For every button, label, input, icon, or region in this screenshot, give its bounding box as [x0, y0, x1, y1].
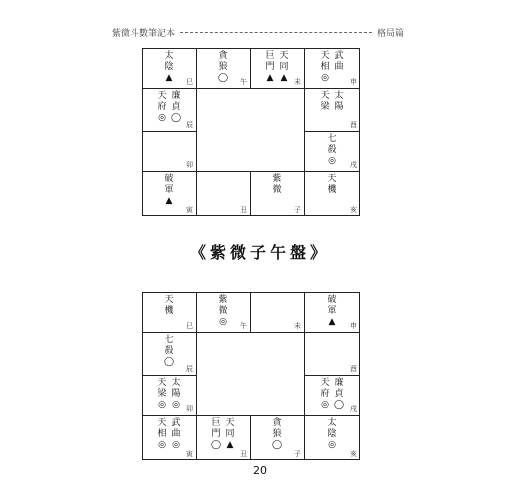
star-name-char: 同	[225, 429, 235, 439]
triangle-mark-icon: ▲	[266, 73, 274, 83]
chart-title: 《紫微子午盤》	[189, 243, 330, 262]
star-name-char: 曲	[171, 429, 181, 439]
double-circle-mark-icon: ◎	[158, 113, 166, 123]
star-name-char: 廉	[171, 91, 181, 101]
star	[210, 418, 222, 451]
palace-cell	[304, 415, 360, 460]
branch-label: 亥	[350, 450, 357, 458]
double-circle-mark-icon: ◎	[172, 400, 180, 410]
star-name-char: 貪	[272, 418, 282, 428]
star-name-char: 太	[171, 378, 181, 388]
star-name-char: 巨	[211, 418, 221, 428]
triangle-mark-icon: ▲	[328, 317, 336, 327]
star-name-char: 貪	[218, 51, 228, 61]
star-name-char: 破	[327, 295, 337, 305]
star	[217, 51, 229, 84]
star-name-char: 天	[157, 418, 167, 428]
star-group	[163, 174, 175, 207]
double-circle-mark-icon: ◎	[328, 440, 336, 450]
star	[271, 418, 283, 451]
star	[319, 378, 331, 411]
palace-cell	[142, 375, 196, 415]
circle-mark-icon: ◯	[333, 400, 345, 410]
header-left: 紫微斗數筆記本	[112, 28, 176, 39]
star	[156, 378, 168, 411]
star-name-char: 陽	[334, 102, 344, 112]
star-group	[156, 378, 182, 411]
star-name-char: 陰	[327, 429, 337, 439]
palace-cell	[304, 171, 360, 216]
star-name-char: 破	[164, 174, 174, 184]
circle-mark-icon: ◯	[163, 357, 175, 367]
double-circle-mark-icon: ◎	[321, 400, 329, 410]
star-name-char: 軍	[327, 306, 337, 316]
star-name-char: 廉	[334, 378, 344, 388]
star-name-char: 梁	[320, 102, 330, 112]
branch-label: 酉	[350, 365, 357, 373]
star-name-char: 天	[320, 51, 330, 61]
star-name-char: 巨	[265, 51, 275, 61]
chart-bottom	[142, 292, 360, 460]
star-group	[326, 174, 338, 196]
star	[278, 51, 290, 84]
star-group	[163, 295, 175, 317]
branch-label: 巳	[186, 78, 193, 86]
header-dash	[180, 32, 372, 33]
star	[170, 91, 182, 124]
star-name-char: 門	[211, 429, 221, 439]
triangle-mark-icon: ▲	[226, 440, 234, 450]
star-name-char: 天	[320, 91, 330, 101]
star-name-char: 殺	[327, 145, 337, 155]
palace-cell	[304, 375, 360, 415]
branch-label: 寅	[186, 450, 193, 458]
branch-label: 辰	[186, 121, 193, 129]
page-number: 20	[253, 464, 267, 477]
branch-label: 戌	[350, 405, 357, 413]
star-group	[217, 295, 229, 328]
palace-cell	[142, 332, 196, 375]
star-group	[271, 418, 283, 451]
palace-cell	[250, 171, 304, 216]
palace-cell	[196, 292, 250, 332]
star-group	[156, 91, 182, 124]
star-group	[210, 418, 236, 451]
star	[170, 378, 182, 411]
star-name-char: 太	[334, 91, 344, 101]
palace-cell	[304, 88, 360, 131]
palace-cell	[196, 48, 250, 88]
branch-label: 午	[240, 322, 247, 330]
double-circle-mark-icon: ◎	[219, 317, 227, 327]
star	[271, 174, 283, 196]
star-group	[163, 51, 175, 84]
star	[326, 134, 338, 167]
triangle-mark-icon: ▲	[280, 73, 288, 83]
double-circle-mark-icon: ◎	[158, 400, 166, 410]
star-name-char: 天	[164, 295, 174, 305]
triangle-mark-icon: ▲	[165, 73, 173, 83]
star-name-char: 同	[279, 62, 289, 72]
star-name-char: 軍	[164, 185, 174, 195]
star-group	[319, 51, 345, 84]
star-name-char: 府	[320, 389, 330, 399]
star-group	[163, 335, 175, 368]
double-circle-mark-icon: ◎	[172, 440, 180, 450]
star-name-char: 七	[164, 335, 174, 345]
star	[326, 295, 338, 328]
star-name-char: 天	[320, 378, 330, 388]
star-name-char: 武	[171, 418, 181, 428]
branch-label: 巳	[186, 322, 193, 330]
star-name-char: 機	[164, 306, 174, 316]
star-name-char: 微	[218, 306, 228, 316]
star-group	[326, 134, 338, 167]
branch-label: 子	[294, 450, 301, 458]
star-name-char: 太	[164, 51, 174, 61]
branch-label: 辰	[186, 365, 193, 373]
star	[156, 418, 168, 451]
star-group	[156, 418, 182, 451]
star-name-char: 曲	[334, 62, 344, 72]
palace-cell	[142, 48, 196, 88]
palace-cell	[304, 292, 360, 332]
star-name-char: 天	[279, 51, 289, 61]
star-name-char: 武	[334, 51, 344, 61]
star-name-char: 相	[320, 62, 330, 72]
branch-label: 申	[350, 78, 357, 86]
star	[163, 335, 175, 368]
branch-label: 亥	[350, 206, 357, 214]
star-name-char: 貞	[334, 389, 344, 399]
palace-cell	[142, 415, 196, 460]
star-name-char: 殺	[164, 346, 174, 356]
star-name-char: 天	[157, 378, 167, 388]
palace-cell	[142, 88, 196, 131]
circle-mark-icon: ◯	[217, 73, 229, 83]
star	[326, 418, 338, 451]
star-name-char: 天	[157, 91, 167, 101]
palace-cell	[142, 131, 196, 171]
star-name-char: 陰	[164, 62, 174, 72]
branch-label: 寅	[186, 206, 193, 214]
header-right: 格局篇	[376, 28, 404, 39]
branch-label: 未	[294, 78, 301, 86]
star	[224, 418, 236, 451]
star	[163, 51, 175, 84]
star	[217, 295, 229, 328]
star-group	[319, 91, 345, 113]
branch-label: 卯	[186, 405, 193, 413]
palace-cell	[304, 131, 360, 171]
star	[319, 91, 331, 113]
double-circle-mark-icon: ◎	[158, 440, 166, 450]
star-name-char: 天	[327, 174, 337, 184]
star-name-char: 微	[272, 185, 282, 195]
star	[264, 51, 276, 84]
star-group	[271, 174, 283, 196]
star	[170, 418, 182, 451]
chart-top	[142, 48, 360, 216]
star-name-char: 紫	[218, 295, 228, 305]
branch-label: 午	[240, 78, 247, 86]
star	[163, 174, 175, 207]
circle-mark-icon: ◯	[210, 440, 222, 450]
palace-cell	[142, 171, 196, 216]
star-name-char: 天	[225, 418, 235, 428]
star-name-char: 機	[327, 185, 337, 195]
double-circle-mark-icon: ◎	[328, 156, 336, 166]
star-name-char: 陽	[171, 389, 181, 399]
star-name-char: 太	[327, 418, 337, 428]
palace-cell	[196, 415, 250, 460]
double-circle-mark-icon: ◎	[321, 73, 329, 83]
star-group	[319, 378, 345, 411]
page-header	[112, 24, 404, 40]
star	[333, 51, 345, 84]
star-name-char: 門	[265, 62, 275, 72]
palace-cell	[142, 292, 196, 332]
star-name-char: 府	[157, 102, 167, 112]
palace-cell	[250, 48, 304, 88]
star	[156, 91, 168, 124]
star-name-char: 貞	[171, 102, 181, 112]
star-name-char: 梁	[157, 389, 167, 399]
star-name-char: 相	[157, 429, 167, 439]
star	[319, 51, 331, 84]
branch-label: 子	[294, 206, 301, 214]
star	[333, 378, 345, 411]
branch-label: 卯	[186, 161, 193, 169]
circle-mark-icon: ◯	[170, 113, 182, 123]
star	[333, 91, 345, 113]
star-group	[326, 418, 338, 451]
star	[163, 295, 175, 317]
branch-label: 申	[350, 322, 357, 330]
star-name-char: 紫	[272, 174, 282, 184]
branch-label: 未	[294, 322, 301, 330]
circle-mark-icon: ◯	[271, 440, 283, 450]
branch-label: 丑	[240, 206, 247, 214]
star-group	[326, 295, 338, 328]
star-name-char: 七	[327, 134, 337, 144]
star-group	[217, 51, 229, 84]
branch-label: 丑	[240, 450, 247, 458]
star-name-char: 狼	[272, 429, 282, 439]
branch-label: 酉	[350, 121, 357, 129]
branch-label: 戌	[350, 161, 357, 169]
palace-cell	[250, 292, 304, 332]
triangle-mark-icon: ▲	[165, 196, 173, 206]
palace-cell	[304, 48, 360, 88]
star-name-char: 狼	[218, 62, 228, 72]
palace-cell	[196, 171, 250, 216]
palace-cell	[250, 415, 304, 460]
star-group	[264, 51, 290, 84]
palace-cell	[304, 332, 360, 375]
star	[326, 174, 338, 196]
